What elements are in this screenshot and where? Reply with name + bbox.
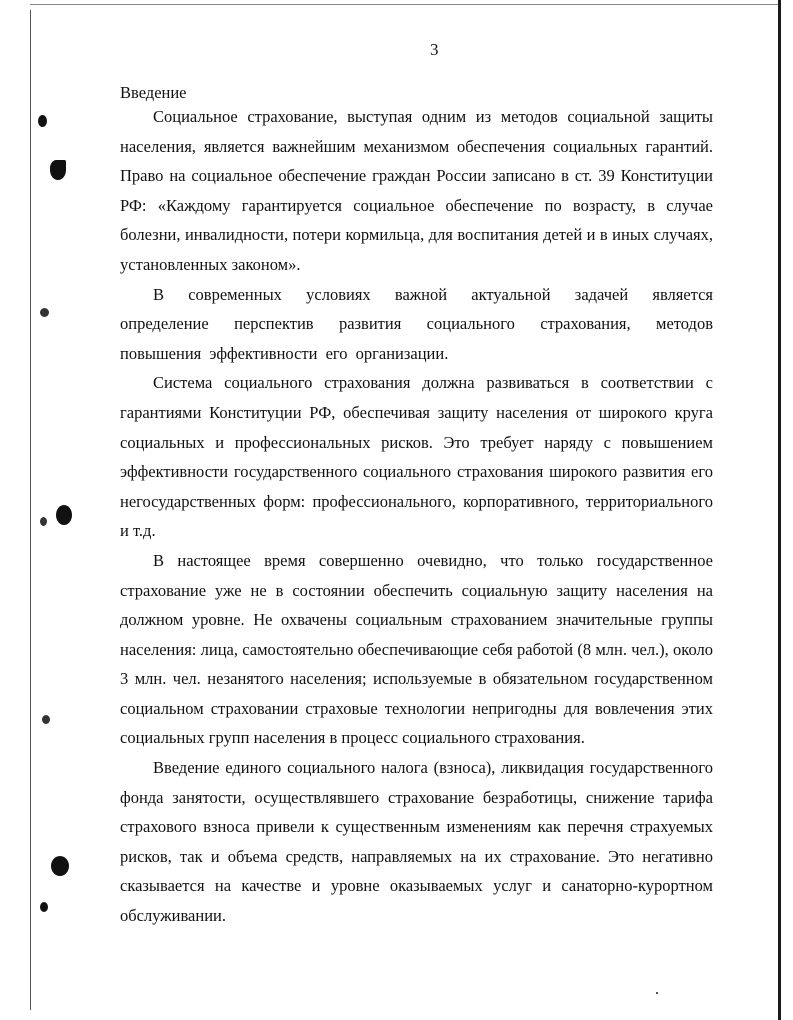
- binding-hole-mark: [40, 308, 49, 317]
- binding-hole-mark: [56, 505, 72, 525]
- paragraph-2: В современных условиях важной актуальной задачей является определение перспектив развития социального страхования, методов повышения эффективности его организации.: [120, 284, 713, 363]
- scan-speck: [656, 992, 658, 994]
- binding-hole-mark: [50, 160, 66, 180]
- binding-hole-mark: [40, 902, 48, 912]
- paragraph-3: Система социального страхования должна развиваться в соответствии с гарантиями Конституции РФ, обеспечивая защиту населения от широкого круга социальных и профессиональных рисков. Это требует наряду с повышением эффективности государственного социального страхования широкого развития его негосударственных форм: профессионального, корпоративного, территориального и т.д.: [120, 373, 713, 541]
- scan-border-left: [30, 10, 31, 1010]
- scan-border-right: [778, 0, 781, 1020]
- binding-hole-mark: [38, 115, 47, 127]
- section-heading: Введение: [120, 83, 187, 102]
- paragraph-4: В настоящее время совершенно очевидно, что только государственное страхование уже не в состоянии обеспечить социальную защиту населения на должном уровне. Не охвачены социальным страхованием значительные группы населения: лица, самостоятельно обеспечивающие себя работой (8 млн. чел.), около 3 млн. чел. незанятого населения; используемые в обязательном государственном социальном страховании страховые технологии непригодны для вовлечения этих социальных групп населения в процесс социального страхования.: [120, 550, 713, 748]
- paragraph-5: Введение единого социального налога (взноса), ликвидация государственного фонда занятости, осуществлявшего страхование безработицы, снижение тарифа страхового взноса привели к существенным изменениям как перечня страхуемых рисков, так и объема средств, направляемых на их страхование. Это негативно сказывается на качестве и уровне оказываемых услуг и санаторно-курортном обслуживании.: [120, 758, 713, 926]
- body-text: [120, 102, 713, 931]
- scan-border-top: [30, 4, 780, 5]
- binding-hole-mark: [42, 715, 50, 724]
- paragraph-1: Социальное страхование, выступая одним из методов социальной защиты населения, является важнейшим механизмом обеспечения социальных гарантий. Право на социальное обеспечение граждан России записано в ст. 39 Конституции РФ: «Каждому гарантируется социальное обеспечение по возрасту, в случае болезни, инвалидности, потери кормильца, для воспитания детей и в иных случаях, установленных законом».: [120, 107, 713, 274]
- binding-hole-mark: [40, 517, 47, 526]
- binding-hole-mark: [51, 856, 69, 876]
